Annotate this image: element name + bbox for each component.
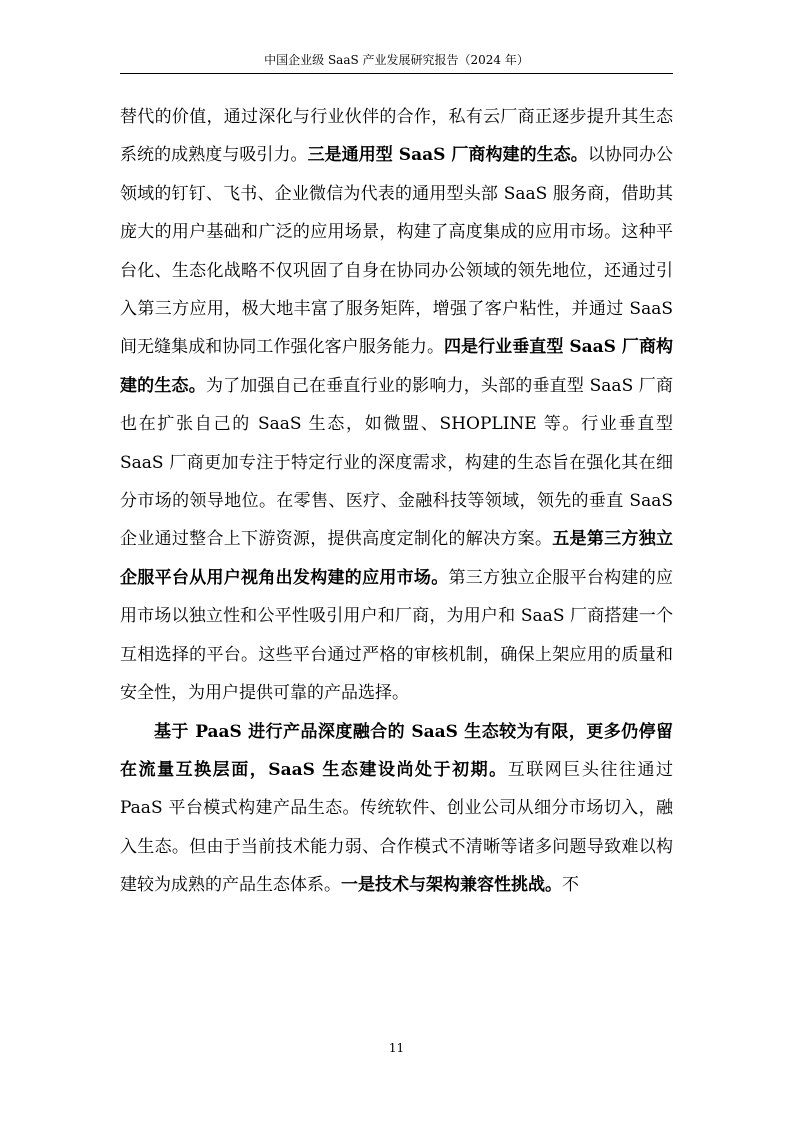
bold-heading-vertical-saas: 四是行业垂直型 SaaS 厂商构建的生态。 <box>120 337 673 396</box>
header-rule <box>120 73 673 74</box>
bold-lead-sentence: 基于 PaaS 进行产品深度融合的 SaaS 生态较为有限，更多仍停留在流量互换层面，SaaS 生态建设尚处于初期。 <box>120 721 673 780</box>
bold-heading-third-party-platform: 五是第三方独立企服平台从用户视角出发构建的应用市场。 <box>120 529 674 588</box>
running-header: 中国企业级 SaaS 产业发展研究报告（2024 年） <box>264 53 529 67</box>
bold-heading-general-saas: 三是通用型 SaaS 厂商构建的生态。 <box>307 145 588 166</box>
text-segment: 以协同办公领域的钉钉、飞书、企业微信为代表的通用型头部 SaaS 服务商，借助其庞大的用户基础和广泛的应用场景，构建了高度集成的应用市场。这种平台化、生态化战略不仅巩固了自身在协同办公领域的领先地位，还通过引入第三方应用，极大地丰富了服务矩阵，增强了客户粘性，并通过 SaaS 间无缝集成和协同工作强化客户服务能力。 <box>120 145 674 358</box>
body-text <box>120 98 673 905</box>
bold-heading-tech-compat: 一是技术与架构兼容性挑战。 <box>341 875 562 896</box>
page-number: 11 <box>388 1041 405 1055</box>
text-segment: 互联网巨头往往通过 PaaS 平台模式构建产品生态。传统软件、创业公司从细分市场切入，融入生态。但由于当前技术能力弱、合作模式不清晰等诸多问题导致难以构建较为成熟的产品生态体系。 <box>120 759 673 896</box>
paragraph-ecosystem-types <box>120 98 673 713</box>
text-segment: 第三方独立企服平台构建的应用市场以独立性和公平性吸引用户和厂商，为用户和 SaaS 厂商搭建一个互相选择的平台。这些平台通过严格的审核机制，确保上架应用的质量和安全性，为用户提供可靠的产品选择。 <box>120 567 673 704</box>
text-segment: 替代的价值，通过深化与行业伙伴的合作，私有云厂商正逐步提升其生态系统的成熟度与吸引力。 <box>120 107 673 166</box>
paragraph-paas-ecosystem <box>120 713 673 905</box>
text-segment: 不 <box>562 875 579 896</box>
text-segment: 为了加强自己在垂直行业的影响力，头部的垂直型 SaaS 厂商也在扩张自己的 SaaS 生态，如微盟、SHOPLINE 等。行业垂直型 SaaS 厂商更加专注于特定行业的深度需求，构建的生态旨在强化其在细分市场的领导地位。在零售、医疗、金融科技等领域，领先的垂直 SaaS 企业通过整合上下游资源，提供高度定制化的解决方案。 <box>120 375 673 550</box>
